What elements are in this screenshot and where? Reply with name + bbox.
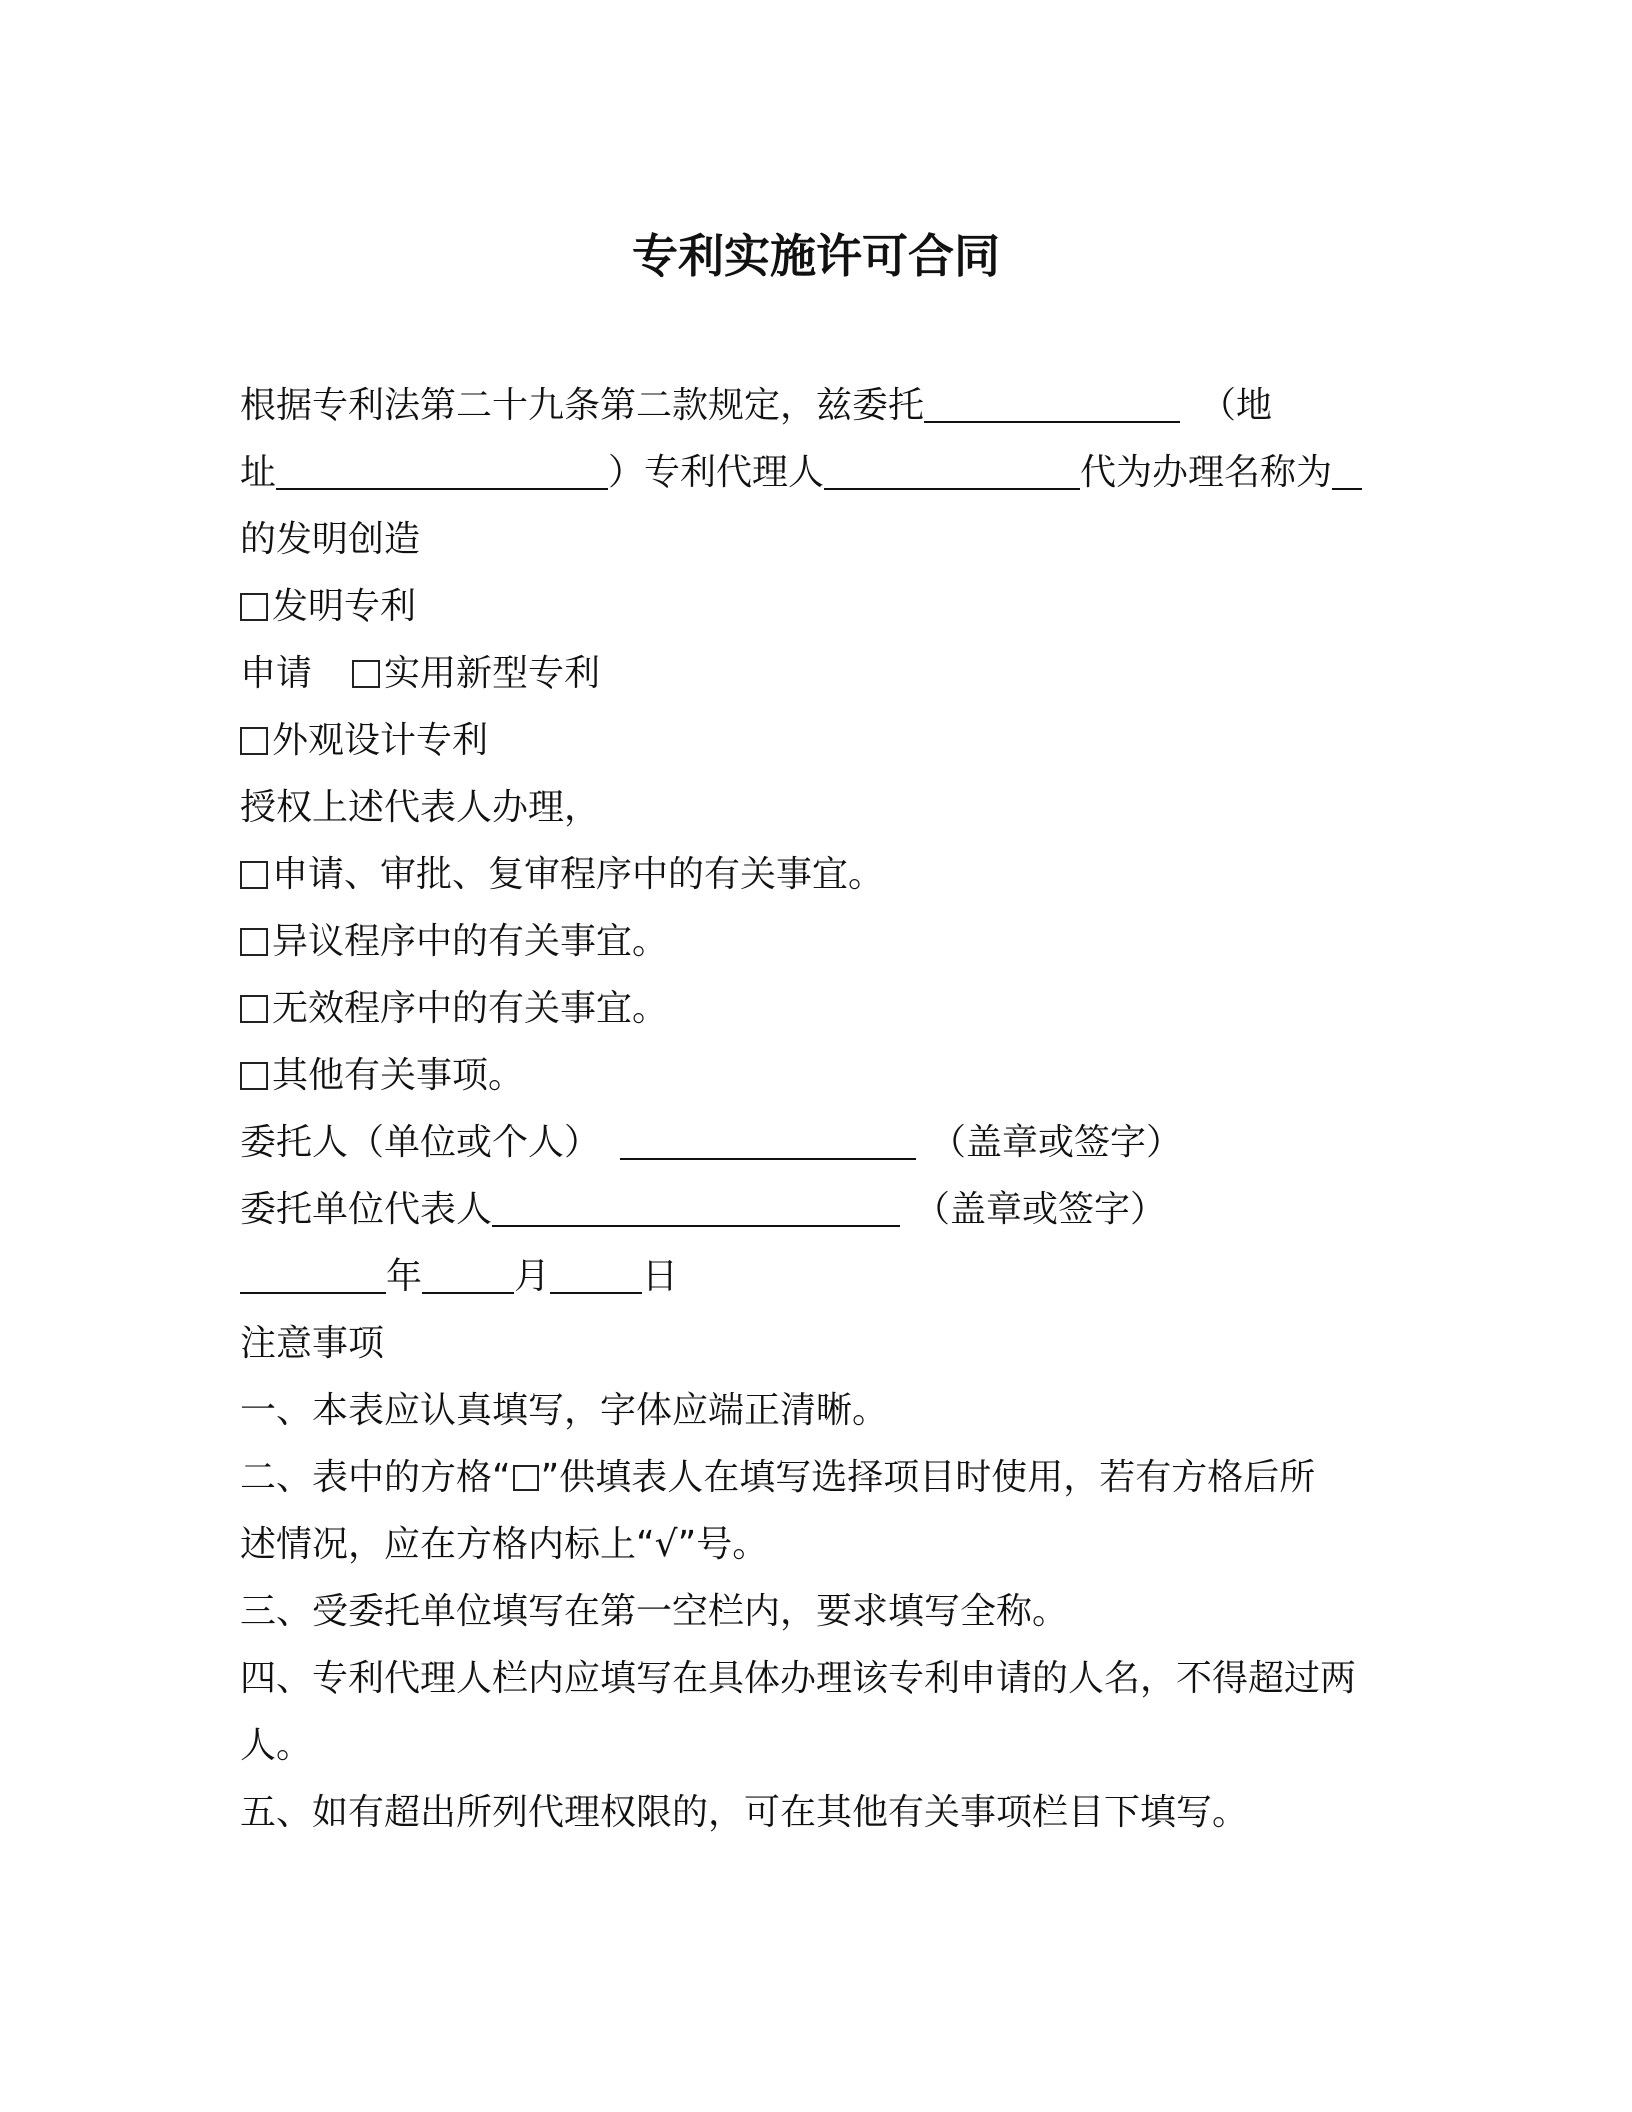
authorize-line: 授权上述代表人办理， [240,787,601,828]
agent-label: ）专利代理人 [608,452,825,493]
invention-name-label: 代为办理名称为 [1080,452,1333,493]
principal-line [240,1115,1182,1171]
notes-heading: 注意事项 [240,1323,385,1364]
inline-checkbox-sample [513,1465,539,1491]
scope-opposition-label: 异议程序中的有关事宜。 [272,921,669,962]
date-line [240,1249,678,1305]
month-label: 月 [514,1256,551,1297]
checkbox-scope-other[interactable] [240,1062,268,1090]
address-paren-open: （地 [1200,385,1273,426]
note-1: 一、本表应认真填写，字体应端正清晰。 [240,1390,889,1431]
apply-label: 申请 [240,653,313,694]
year-blank[interactable] [240,1260,386,1294]
agency-name-blank[interactable] [924,389,1180,423]
principal-seal-note: （盖章或签字） [930,1122,1183,1163]
note-2-text-a: 二、表中的方格“ [240,1457,511,1498]
day-label: 日 [642,1256,679,1297]
option-design-patent [240,713,488,769]
entrust-line-2 [240,445,1362,501]
principal-signature-blank[interactable] [620,1126,916,1160]
address-label: 址 [240,452,277,493]
document-title: 专利实施许可合同 [632,229,1000,283]
scope-application [240,847,884,903]
checkbox-scope-application[interactable] [240,861,268,889]
month-blank[interactable] [422,1260,514,1294]
entrust-line-1 [240,378,1272,434]
checkbox-design-patent[interactable] [240,727,268,755]
agent-name-blank[interactable] [824,456,1080,490]
entrust-text: 根据专利法第二十九条第二款规定，兹委托 [240,385,925,426]
checkbox-scope-opposition[interactable] [240,928,268,956]
representative-line [240,1182,1166,1238]
scope-invalidation [240,981,668,1037]
option-utility-label: 实用新型专利 [384,653,601,694]
year-label: 年 [386,1256,423,1297]
note-4: 四、专利代理人栏内应填写在具体办理该专利申请的人名，不得超过两 [240,1658,1357,1699]
scope-application-label: 申请、审批、复审程序中的有关事宜。 [272,854,885,895]
representative-signature-blank[interactable] [492,1193,900,1227]
scope-invalidation-label: 无效程序中的有关事宜。 [272,988,669,1029]
principal-label: 委托人（单位或个人） [240,1122,601,1163]
checkbox-scope-invalidation[interactable] [240,995,268,1023]
scope-other-label: 其他有关事项。 [272,1055,525,1096]
option-utility-model [240,646,600,702]
day-blank[interactable] [550,1260,642,1294]
option-design-label: 外观设计专利 [272,720,489,761]
note-5: 五、如有超出所列代理权限的，可在其他有关事项栏目下填写。 [240,1792,1249,1833]
representative-label: 委托单位代表人 [240,1189,493,1230]
representative-seal-note: （盖章或签字） [914,1189,1167,1230]
note-4-continued: 人。 [240,1725,313,1766]
invention-line: 的发明创造 [240,519,421,560]
invention-name-blank[interactable] [1332,456,1362,490]
option-invention-label: 发明专利 [272,586,417,627]
scope-other [240,1048,524,1104]
scope-opposition [240,914,668,970]
note-2 [240,1450,1315,1506]
address-blank[interactable] [276,456,608,490]
note-2-continued: 述情况，应在方格内标上“√”号。 [240,1524,769,1565]
checkbox-invention-patent[interactable] [240,593,268,621]
note-2-text-b: ”供填表人在填写选择项目时使用，若有方格后所 [540,1457,1316,1498]
checkbox-utility-model[interactable] [352,660,380,688]
note-3: 三、受委托单位填写在第一空栏内，要求填写全称。 [240,1591,1069,1632]
option-invention-patent [240,579,416,635]
